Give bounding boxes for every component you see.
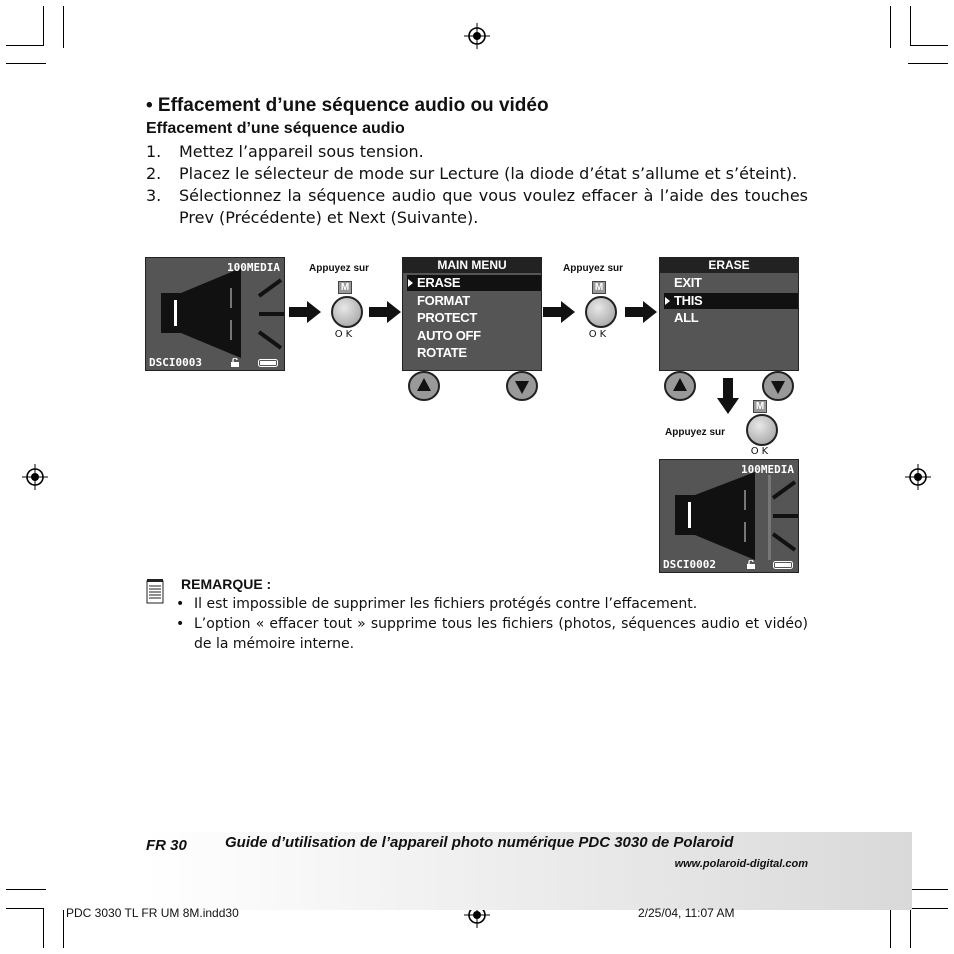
ok-button-circle: [746, 414, 778, 446]
note-item: [176, 594, 808, 614]
crop-mark: [6, 45, 44, 46]
up-button-icon[interactable]: [408, 371, 440, 401]
menu-item-label: EXIT: [674, 275, 702, 290]
menu-title: MAIN MENU: [403, 258, 541, 273]
remarque-title: REMARQUE :: [181, 576, 272, 592]
step-text: Mettez l’appareil sous tension.: [179, 142, 424, 161]
slug-page: 30: [225, 906, 239, 920]
ok-button[interactable]: [579, 281, 619, 345]
crop-mark: [63, 906, 64, 948]
crop-mark: [908, 63, 948, 64]
camera-screen-playback: [145, 257, 285, 371]
press-label: Appuyez sur: [665, 427, 726, 438]
camera-screen-playback-result: [659, 459, 799, 573]
menu-item-erase[interactable]: [407, 275, 541, 291]
ok-key-label: OK: [750, 446, 772, 457]
arrow-right-icon: [625, 301, 657, 323]
menu-item-label: THIS: [674, 293, 703, 308]
selection-arrow-icon: [665, 297, 670, 305]
guide-title: Guide d’utilisation de l’appareil photo numérique PDC 3030 de Polaroid: [225, 834, 734, 851]
menu-item-exit[interactable]: [664, 275, 798, 291]
slug-file: [66, 906, 239, 920]
step-text: Placez le sélecteur de mode sur Lecture (la diode d’état s’allume et s’éteint).: [179, 164, 798, 183]
menu-item-this[interactable]: [664, 293, 798, 309]
speaker-icon: [146, 258, 284, 370]
step-item: [146, 163, 808, 185]
camera-screen-erase-menu: [659, 257, 799, 371]
menu-item-protect[interactable]: [407, 310, 541, 326]
step-number: 2.: [146, 164, 162, 183]
arrow-down-icon: [717, 378, 739, 414]
slug-filename: PDC 3030 TL FR UM 8M.indd: [66, 906, 226, 920]
ok-button[interactable]: [741, 400, 781, 464]
website-link[interactable]: www.polaroid-digital.com: [674, 858, 808, 870]
crop-mark: [6, 908, 44, 909]
note-text: Il est impossible de supprimer les fichiers protégés contre l’effacement.: [194, 596, 698, 612]
crop-mark: [6, 889, 46, 890]
registration-mark-icon: [464, 23, 490, 49]
crop-mark: [43, 6, 44, 46]
speaker-icon: [660, 460, 798, 572]
step-number: 3.: [146, 186, 162, 205]
battery-icon: [773, 561, 795, 569]
note-item: [176, 614, 808, 654]
menu-item-rotate[interactable]: [407, 345, 541, 361]
down-button-icon[interactable]: [762, 371, 794, 401]
ok-button-circle: [331, 296, 363, 328]
section-heading: • Effacement d’une séquence audio ou vidéo: [146, 95, 549, 116]
arrow-right-icon: [289, 301, 321, 323]
camera-screen-main-menu: [402, 257, 542, 371]
crop-mark: [63, 6, 64, 48]
lock-icon: [746, 560, 756, 569]
note-pad-icon: [146, 578, 164, 604]
note-text: L’option « effacer tout » supprime tous les fichiers (photos, séquences audio et vidéo) de la mémoire interne.: [194, 616, 808, 652]
registration-mark-icon: [22, 464, 48, 490]
bullet: •: [176, 596, 185, 612]
m-key-label: M: [592, 281, 606, 294]
m-key-label: M: [753, 400, 767, 413]
up-button-icon[interactable]: [664, 371, 696, 401]
selection-arrow-icon: [408, 279, 413, 287]
slug-date: 2/25/04, 11:07 AM: [638, 906, 735, 920]
crop-mark: [43, 908, 44, 948]
file-label: DSCI0003: [149, 356, 202, 369]
ok-button-circle: [585, 296, 617, 328]
folder-label: 100MEDIA: [227, 261, 280, 274]
battery-icon: [258, 359, 280, 367]
crop-mark: [910, 908, 948, 909]
menu-item-label: ERASE: [417, 275, 461, 290]
menu-item-format[interactable]: [407, 293, 541, 309]
arrow-right-icon: [543, 301, 575, 323]
notes-list: [176, 594, 808, 654]
press-label: Appuyez sur: [563, 263, 624, 274]
menu-item-auto-off[interactable]: [407, 328, 541, 344]
folder-label: 100MEDIA: [741, 463, 794, 476]
registration-mark-icon: [905, 464, 931, 490]
step-number: 1.: [146, 142, 162, 161]
page-number: FR 30: [146, 837, 187, 854]
crop-mark: [890, 6, 891, 48]
arrow-right-icon: [369, 301, 401, 323]
step-text: Sélectionnez la séquence audio que vous voulez effacer à l’aide des touches Prev (Précédente) et Next (Suivante).: [179, 186, 808, 227]
lock-icon: [230, 358, 240, 367]
step-item: [146, 185, 808, 229]
crop-mark: [910, 908, 911, 948]
steps-list: [146, 141, 808, 229]
crop-mark: [890, 906, 891, 948]
menu-item-label: ROTATE: [417, 345, 467, 360]
sub-heading: Effacement d’une séquence audio: [146, 120, 405, 137]
ok-key-label: OK: [334, 329, 356, 340]
file-label: DSCI0002: [663, 558, 716, 571]
ok-key-label: OK: [588, 329, 610, 340]
m-key-label: M: [338, 281, 352, 294]
crop-mark: [910, 6, 911, 46]
menu-item-label: ALL: [674, 310, 699, 325]
ok-button[interactable]: [325, 281, 365, 345]
menu-item-label: PROTECT: [417, 310, 478, 325]
crop-mark: [6, 63, 46, 64]
step-item: [146, 141, 808, 163]
crop-mark: [910, 45, 948, 46]
press-label: Appuyez sur: [309, 263, 370, 274]
down-button-icon[interactable]: [506, 371, 538, 401]
menu-item-label: AUTO OFF: [417, 328, 481, 343]
menu-title: ERASE: [660, 258, 798, 273]
menu-item-label: FORMAT: [417, 293, 470, 308]
crop-mark: [908, 889, 948, 890]
bullet: •: [176, 616, 185, 632]
menu-item-all[interactable]: [664, 310, 798, 326]
